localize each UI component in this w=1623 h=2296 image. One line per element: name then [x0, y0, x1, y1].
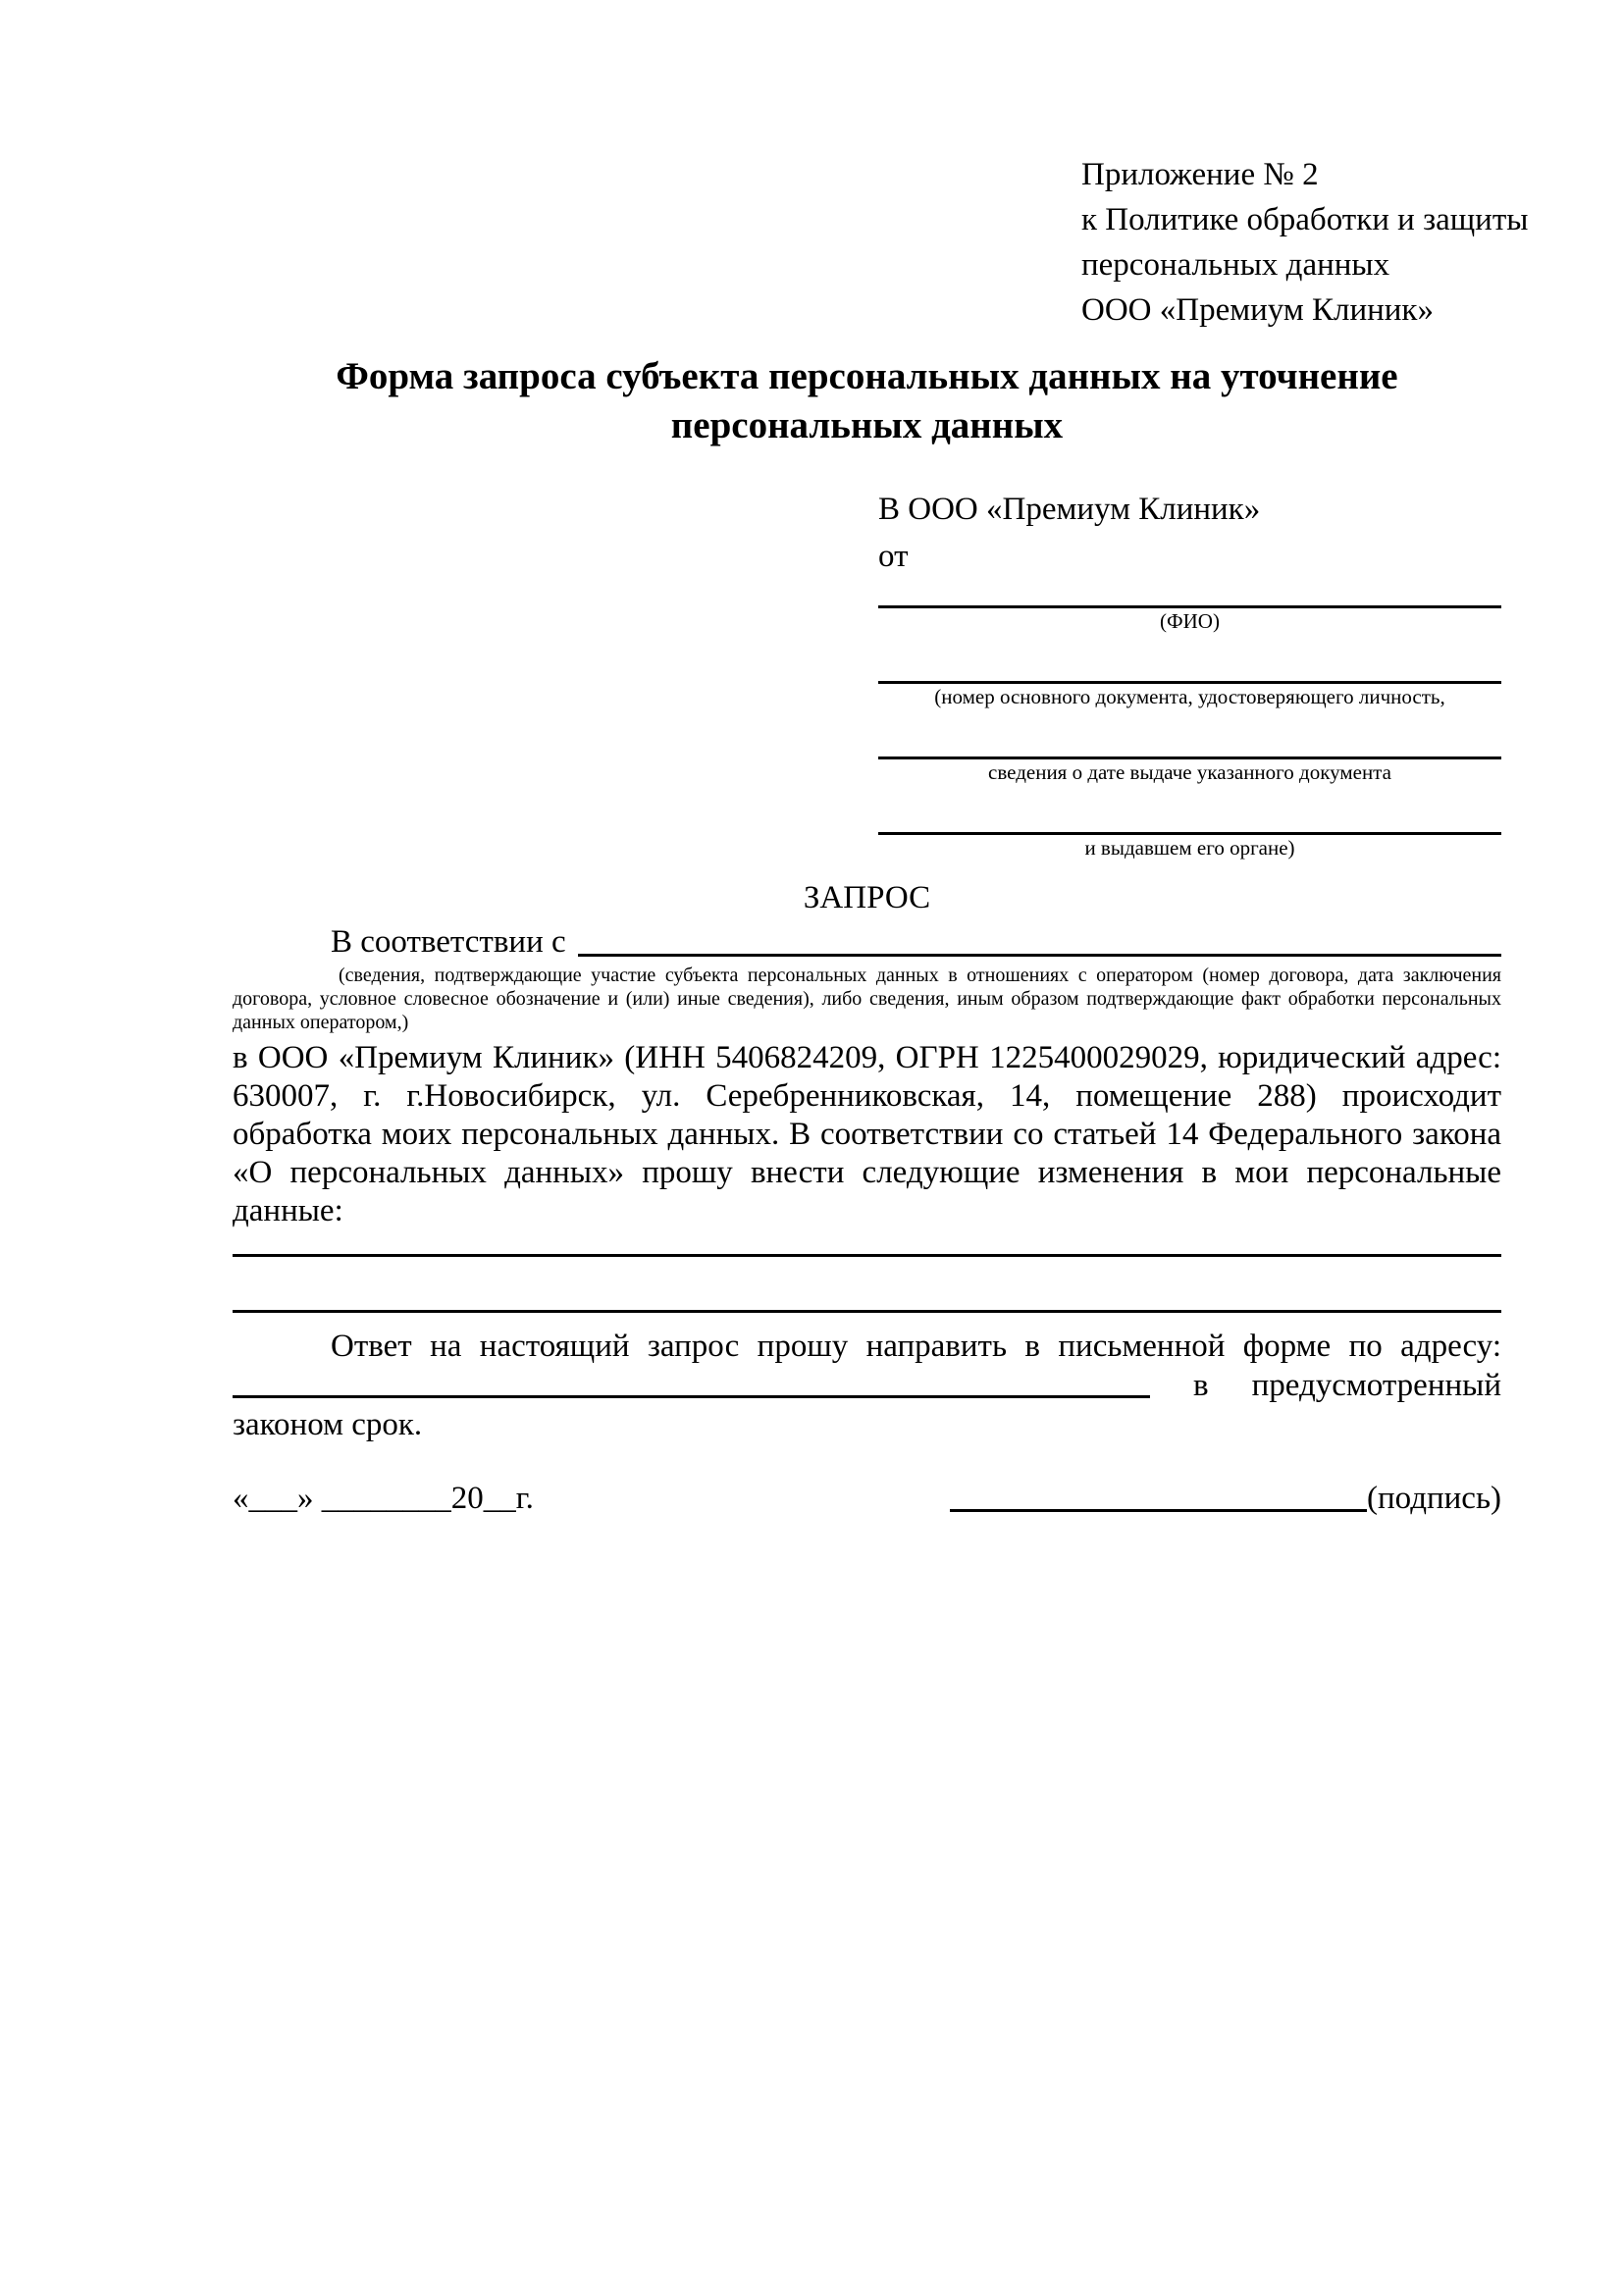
answer-word: в: [1193, 1368, 1209, 1403]
id-document-blank-line: [878, 635, 1501, 684]
signature-caption: (подпись): [1367, 1481, 1501, 1516]
issuing-authority-field: [878, 786, 1501, 861]
basis-blank-line: [578, 920, 1501, 957]
address-row: [233, 1366, 1501, 1405]
issuing-authority-caption: и выдавшем его органе): [1084, 836, 1295, 860]
addressee-from-label: от: [878, 539, 909, 574]
fio-blank-line: [878, 580, 1501, 608]
signature-blank-line: [950, 1480, 1367, 1512]
according-prefix: В соответствии с: [331, 924, 566, 960]
according-row: [233, 920, 1501, 964]
according-caption: (сведения, подтверждающие участие субъекта персональных данных в отношениях с оператором (номер договора, дата заключения договора, условное словесное обозначение и (или) иные сведения), либо сведения, иным образом подтверждающие факт обработки персональных данных оператором,): [233, 965, 1501, 1033]
changes-blank-line-2: [233, 1257, 1501, 1313]
signature-block: [950, 1478, 1501, 1519]
appendix-line: персональных данных: [1081, 247, 1390, 283]
answer-closing: законом срок.: [233, 1407, 423, 1442]
document-title: Форма запроса субъекта персональных данных на уточнение персональных данных: [336, 355, 1398, 446]
issue-date-caption: сведения о дате выдаче указанного документа: [988, 760, 1391, 784]
changes-blank-line-1: [233, 1230, 1501, 1257]
request-heading: ЗАПРОС: [803, 880, 931, 915]
answer-line: Ответ на настоящий запрос прошу направить в письменной форме по адресу:: [331, 1329, 1501, 1364]
appendix-block: [1081, 152, 1529, 333]
request-body-paragraph: в ООО «Премиум Клиник» (ИНН 5406824209, ОГРН 1225400029029, юридический адрес: 630007, г. г.Новосибирск, ул. Серебренниковская, 14, помещение 288) происходит обработка моих персональных данных. В соответствии со статьей 14 Федерального закона «О персональных данных» прошу внести следующие изменения в мои персональные данные:: [233, 1040, 1501, 1228]
fio-caption: (ФИО): [1160, 609, 1220, 633]
appendix-line: к Политике обработки и защиты: [1081, 202, 1529, 237]
addressee-block: [878, 486, 1501, 861]
answer-word: предусмотренный: [1251, 1368, 1501, 1403]
appendix-line: ООО «Премиум Клиник»: [1081, 292, 1434, 328]
issue-date-blank-line: [878, 710, 1501, 759]
fio-field: [878, 580, 1501, 635]
issuing-authority-blank-line: [878, 786, 1501, 835]
id-document-caption: (номер основного документа, удостоверяющего личность,: [934, 685, 1445, 708]
date-blank: «___» ________20__г.: [233, 1481, 534, 1516]
addressee-to: В ООО «Премиум Клиник»: [878, 492, 1261, 527]
date-signature-row: [233, 1478, 1501, 1519]
appendix-line: Приложение № 2: [1081, 157, 1319, 192]
address-blank-line: [233, 1366, 1150, 1398]
issue-date-field: [878, 710, 1501, 786]
id-document-field: [878, 635, 1501, 710]
